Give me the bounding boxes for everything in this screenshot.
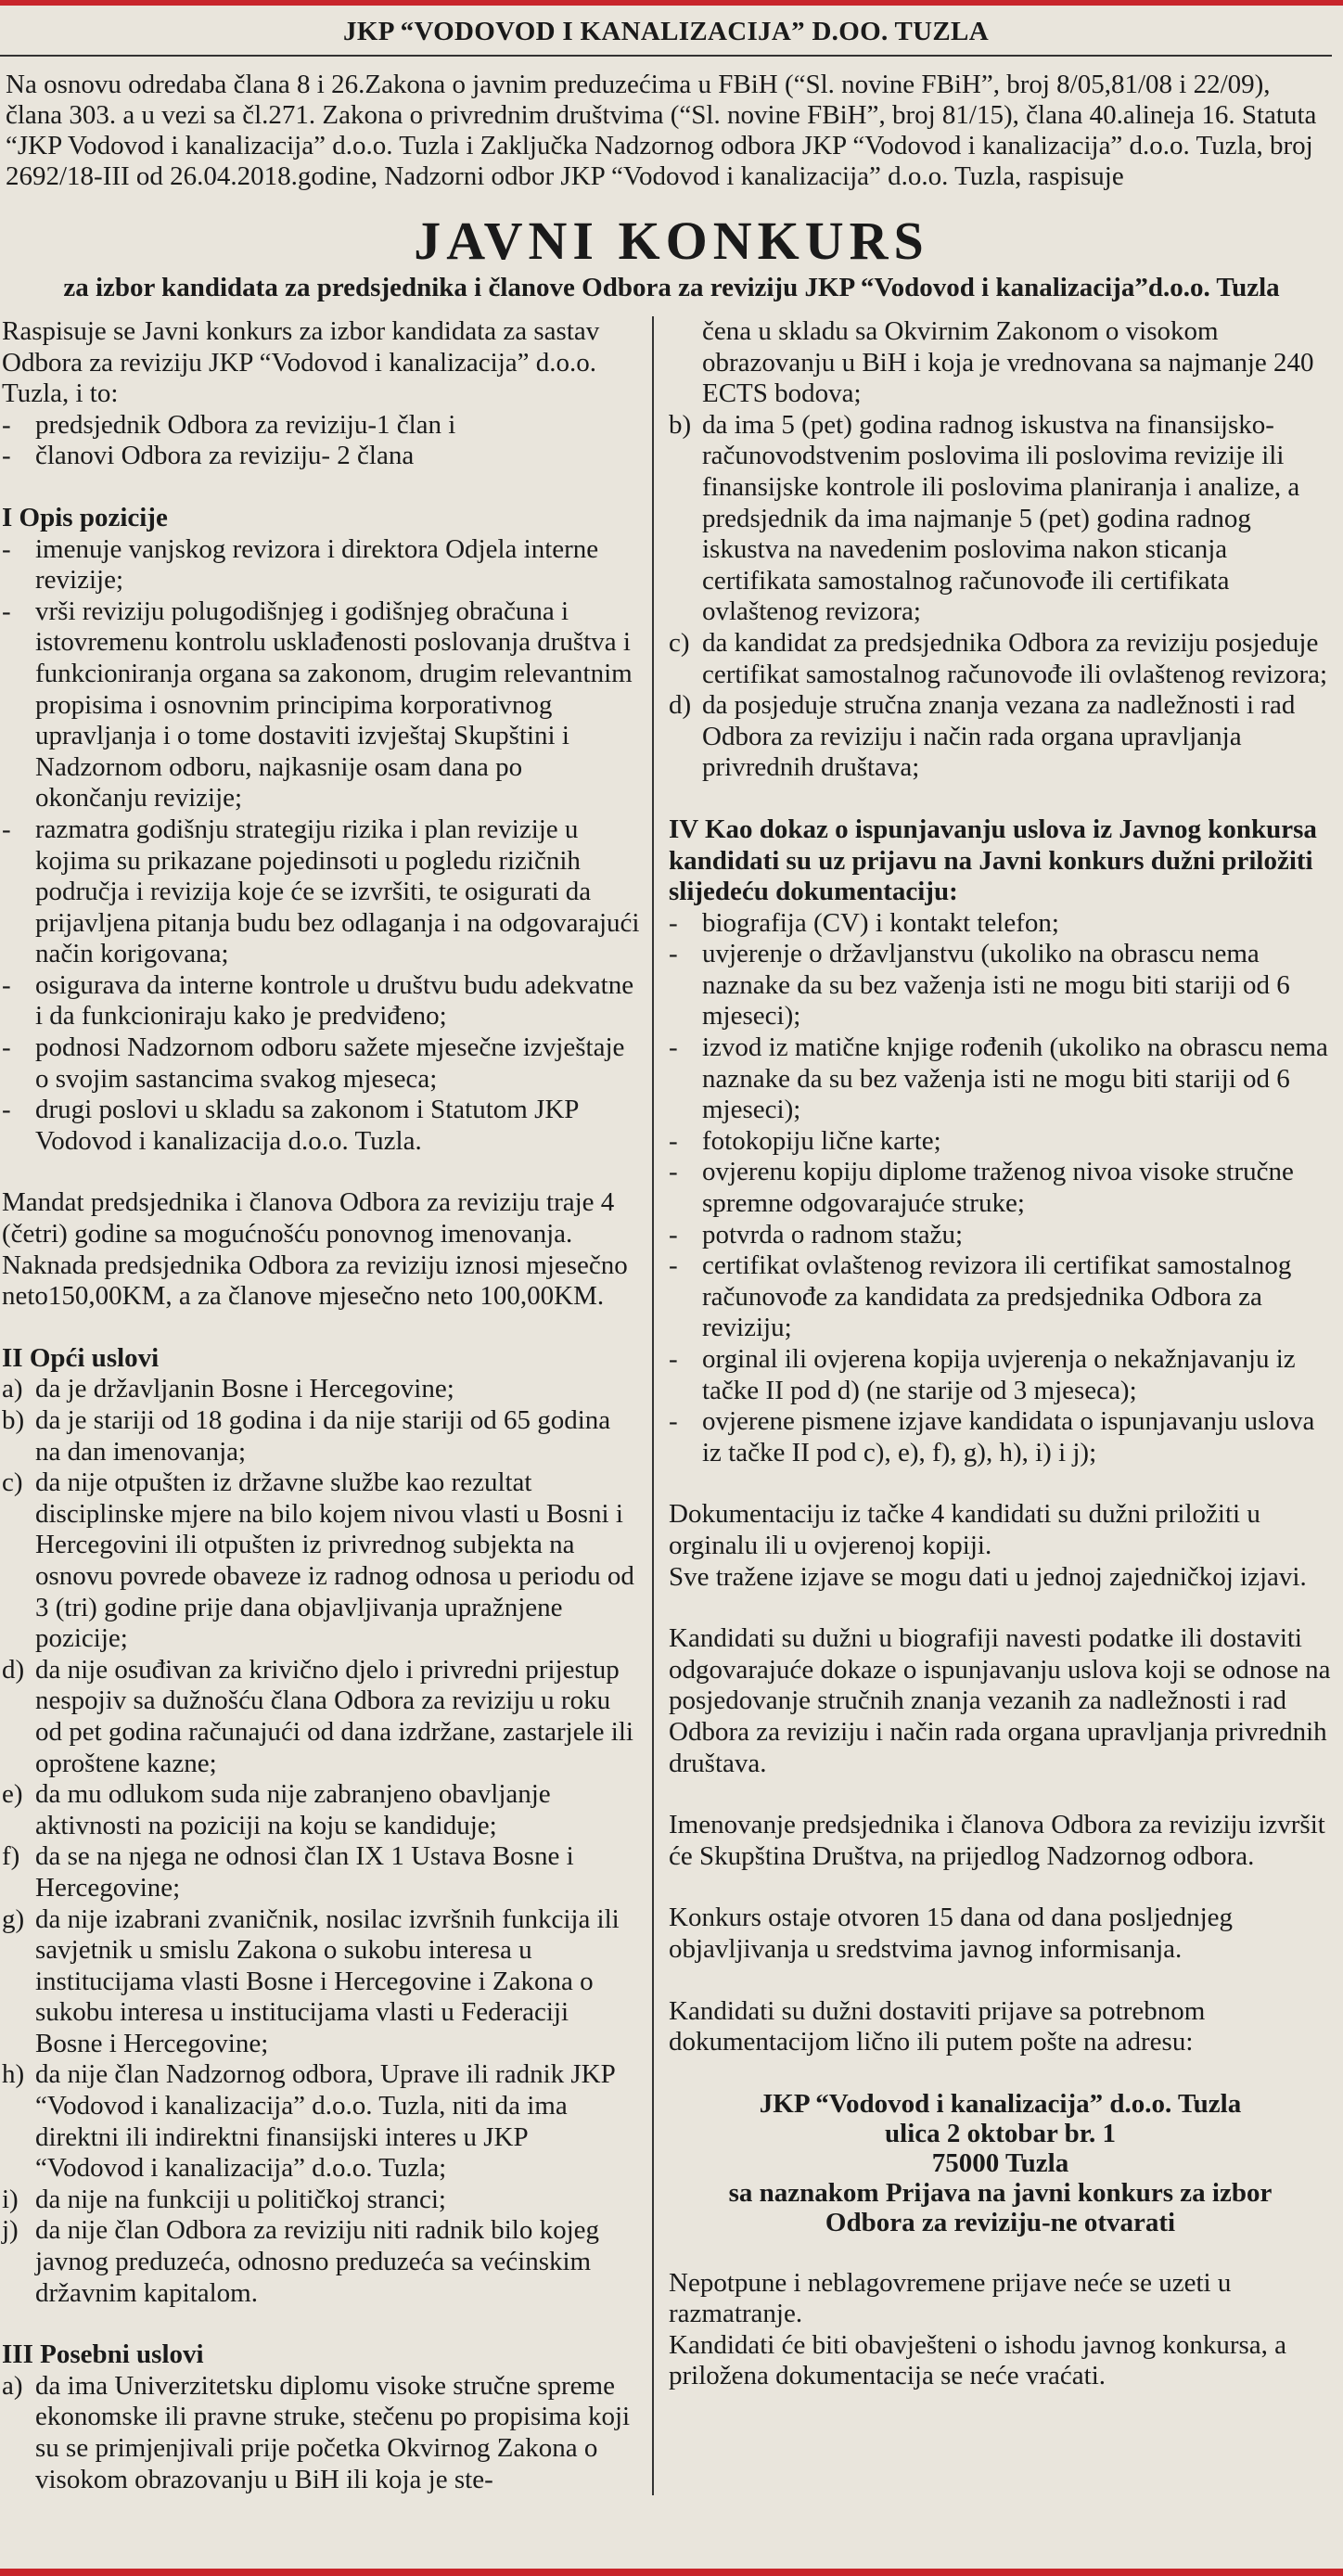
composition-item: - predsjednik Odbora za reviziju-1 član i (2, 409, 456, 440)
list-item: - fotokopiju lične karte; (669, 1125, 941, 1156)
list-item: - razmatra godišnju strategiju rizika i plan revizije u kojima su prikazane pojedinsoti u pogledu rizičnih područja i revizija koje će se izvršiti, te osigurati da prijavljena pitanja budu bez odlaganja i na odgovarajući način korigovana; (2, 814, 640, 969)
intro-paragraph: Na osnovu odredaba člana 8 i 26.Zakona o javnim preduzećima u FBiH (“Sl. novine FBiH”, broj 8/05,81/08 i 22/09), člana 303. a u vezi sa čl.271. Zakona o privrednim društvima (“Sl. novine FBiH”, broj 81/15), člana 40.alineja 16. Statuta “JKP Vodovod i kanalizacija” d.o.o. Tuzla i Zaključka Nadzornog odbora JKP “Vodovod i kanalizacija” d.o.o. Tuzla, broj 2692/18-III od 26.04.2018.godine, Nadzorni odbor JKP “Vodovod i kanalizacija” d.o.o. Tuzla, raspisuje (6, 70, 1317, 191)
list-item: - imenuje vanjskog revizora i direktora Odjela interne revizije; (2, 533, 599, 596)
section-1-heading: I Opis pozicije (2, 502, 168, 532)
list-item: d) da posjeduje stručna znanja vezana za nadležnosti i rad Odbora za reviziju i način rada organa upravljanja privrednih društava; (669, 690, 1296, 783)
list-item: - izvod iz matične knjige rođenih (ukoliko na obrascu nema naznake da su bez važenja isti ne mogu biti stariji od 6 mjeseci); (669, 1032, 1328, 1125)
list-item: g) da nije izabrani zvaničnik, nosilac izvršnih funkcija ili savjetnik u smislu Zakona o sukobu interesa u institucijama vlasti Bosne i Hercegovine i Zakona o sukobu interesa u institucijama vlasti u Federaciji Bosne i Hercegovine; (2, 1903, 620, 2058)
list-item: c) da nije otpušten iz državne službe kao rezultat disciplinske mjere na bilo kojem nivou vlasti u Bosni i Hercegovini ili otpušten iz privrednog subjekta na osnovu povrede obaveze iz radnog odnosa u periodu od 3 (tri) godine prije dana objavljivanja upražnjene pozicije; (2, 1467, 634, 1654)
list-item: f) da se na njega ne odnosi član IX 1 Ustava Bosne i Hercegovine; (2, 1841, 574, 1903)
list-item: b) da je stariji od 18 godina i da nije stariji od 65 godina na dan imenovanja; (2, 1405, 611, 1467)
section-4-list (669, 908, 1332, 1469)
paragraph-notification: Kandidati će biti obavješteni o ishodu javnog konkursa, a priložena dokumentacija se neće vraćati. (669, 2329, 1287, 2391)
list-item: a) da je državljanin Bosne i Hercegovine; (2, 1374, 454, 1404)
postal-address (669, 2089, 1332, 2237)
address-line: Odbora za reviziju-ne otvarati (825, 2207, 1176, 2237)
list-item: - drugi poslovi u skladu sa zakonom i Statutom JKP Vodovod i kanalizacija d.o.o. Tuzla. (2, 1095, 579, 1156)
list-item-continued: čena u skladu sa Okvirnim Zakonom o visokom obrazovanju u BiH i koja je vrednovana sa najmanje 240 ECTS bodova; (702, 316, 1314, 409)
address-line: sa naznakom Prijava na javni konkurs za izbor (728, 2177, 1273, 2208)
section-4-heading: IV Kao dokaz o ispunjavanju uslova iz Javnog konkursa kandidati su uz prijavu na Javni konkurs dužni priložiti slijedeću dokumentaciju: (669, 814, 1317, 907)
list-item: - osigurava da interne kontrole u društvu budu adekvatne i da funkcioniraju kako je predviđeno; (2, 969, 634, 1032)
list-item: a) da ima Univerzitetsku diplomu visoke stručne spreme ekonomske ili pravne struke, stečenu po propisima koji su se primjenjivali prije početka Okvirnog Zakona o visokom obrazovanju u BiH ili koja je ste- (2, 2370, 631, 2494)
bottom-red-rule (0, 2569, 1343, 2576)
list-item: - certifikat ovlaštenog revizora ili certifikat samostalnog računovođe za kandidata za predsjednika Odbora za reviziju; (669, 1250, 1292, 1343)
list-item: d) da nije osuđivan za krivično djelo i privredni prijestup nespojiv sa dužnošću člana Odbora za reviziju u roku od pet godina računajući od dana izdržane, zastarjele ili oproštene kazne; (2, 1654, 633, 1778)
list-item: - uvjerenje o državljanstvu (ukoliko na obrascu nema naznake da su bez važenja isti ne mogu biti stariji od 6 mjeseci); (669, 939, 1290, 1032)
list-item: c) da kandidat za predsjednika Odbora za reviziju posjeduje certifikat samostalnog računovođe ili ovlaštenog revizora; (669, 627, 1328, 689)
section-1-list (2, 534, 641, 1158)
paragraph-duration: Konkurs ostaje otvoren 15 dana od dana posljednjeg objavljivanja u sredstvima javnog informisanja. (669, 1903, 1234, 1964)
list-item: - ovjerenu kopiju diplome traženog nivoa visoke stručne spremne odgovarajuće struke; (669, 1157, 1294, 1219)
list-item: - orginal ili ovjerena kopija uvjerenja o nekažnjavanju iz tačke II pod d) (ne starije od 3 mjeseca); (669, 1344, 1296, 1405)
section-2-list (2, 1374, 641, 2309)
list-item: i) da nije na funkciji u političkoj stranci; (2, 2184, 446, 2214)
top-red-rule (0, 0, 1343, 6)
list-item: b) da ima 5 (pet) godina radnog iskustva na finansijsko-računovodstvenim poslovima ili poslovima revizije ili finansijske kontrole ili poslovima planiranja i analize, a predsjednik da ima najmanje 5 (pet) godina radnog iskustva na navedenim poslovima nakon sticanja certifikata samostalnog računovođe ili certifikata ovlaštenog revizora; (669, 409, 1300, 627)
section-3-list (669, 410, 1332, 784)
section-2-heading: II Opći uslovi (2, 1342, 160, 1373)
paragraph-incomplete: Nepotpune i neblagovremene prijave neće se uzeti u razmatranje. (669, 2267, 1232, 2329)
list-item: - podnosi Nadzornom odboru sažete mjesečne izvještaje o svojim sastancima svakog mjeseca; (2, 1032, 625, 1094)
notice-subtitle: za izbor kandidata za predsjednika i članove Odbora za reviziju JKP “Vodovod i kanalizacija”d.o.o. Tuzla (63, 273, 1280, 302)
composition-item: - članovi Odbora za reviziju- 2 člana (2, 441, 415, 471)
address-line: 75000 Tuzla (931, 2147, 1069, 2178)
section-3-heading: III Posebni uslovi (2, 2339, 204, 2370)
left-column (2, 316, 654, 2495)
address-line: ulica 2 oktobar br. 1 (885, 2118, 1116, 2148)
list-item: h) da nije član Nadzornog odbora, Uprave ili radnik JKP “Vodovod i kanalizacija” d.o.o. Tuzla, niti da ima direktni ili indirektni finansijski interes u JKP “Vodovod i kanalizacija” d.o.o. Tuzla; (2, 2059, 615, 2184)
paragraph-appointment: Imenovanje predsjednika i članova Odbora za reviziju izvršit će Skupština Društva, na prijedlog Nadzornog odbora. (669, 1810, 1325, 1871)
list-item: - ovjerene pismene izjave kandidata o ispunjavanju uslova iz tačke II pod c), e), f), g), h), i) i j); (669, 1406, 1315, 1467)
list-item: - potvrda o radnom stažu; (669, 1219, 964, 1250)
opening-paragraph: Raspisuje se Javni konkurs za izbor kandidata za sastav Odbora za reviziju JKP “Vodovod i kanalizacija” d.o.o. Tuzla, i to: (2, 316, 600, 409)
notice-title: JAVNI KONKURS (414, 211, 929, 271)
publisher-header: JKP “VODOVOD I KANALIZACIJA” D.OO. TUZLA (0, 13, 1332, 57)
paragraph-biography: Kandidati su dužni u biografiji navesti podatke ili dostaviti odgovarajuće dokaze o ispunjavanju uslova koji se odnose na posjedovanje stručnih znanja vezanih za nadležnosti i rad Odbora za reviziju i način rada organa upravljanja privrednih društava. (669, 1623, 1331, 1778)
two-column-body (0, 316, 1343, 2495)
mandate-paragraph: Mandat predsjednika i članova Odbora za reviziju traje 4 (četri) godine sa mogućnošću ponovnog imenovanja. Naknada predsjednika Odbora za reviziju iznosi mjesečno neto150,00KM, a za članove mjesečno neto 100,00KM. (2, 1187, 628, 1312)
list-item: - vrši reviziju polugodišnjeg i godišnjeg obračuna i istovremenu kontrolu usklađenosti poslovanja društva i funkcioniranja organa sa zakonom, drugim relevantnim propisima i osnovnim principima korporativnog upravljanja i o tome dostaviti izvještaj Skupštini i Nadzornom odboru, najkasnije osam dana po okončanju revizije; (2, 596, 633, 814)
address-line: JKP “Vodovod i kanalizacija” d.o.o. Tuzla (759, 2088, 1242, 2119)
paragraph-originals: Dokumentaciju iz tačke 4 kandidati su dužni priložiti u orginalu ili u ovjerenoj kopiji. (669, 1499, 1260, 1560)
list-item: j) da nije član Odbora za reviziju niti radnik bilo kojeg javnog preduzeća, odnosno preduzeća sa većinskim državnim kapitalom. (2, 2215, 599, 2308)
paragraph-joint-statement: Sve tražene izjave se mogu dati u jednoj zajedničkoj izjavi. (669, 1561, 1307, 1592)
list-item: - biografija (CV) i kontakt telefon; (669, 907, 1059, 938)
list-item: e) da mu odlukom suda nije zabranjeno obavljanje aktivnosti na poziciji na koju se kandiduje; (2, 1779, 551, 1840)
paragraph-submission: Kandidati su dužni dostaviti prijave sa potrebnom dokumentacijom lično ili putem pošte na adresu: (669, 1995, 1206, 2057)
right-column (654, 316, 1332, 2495)
